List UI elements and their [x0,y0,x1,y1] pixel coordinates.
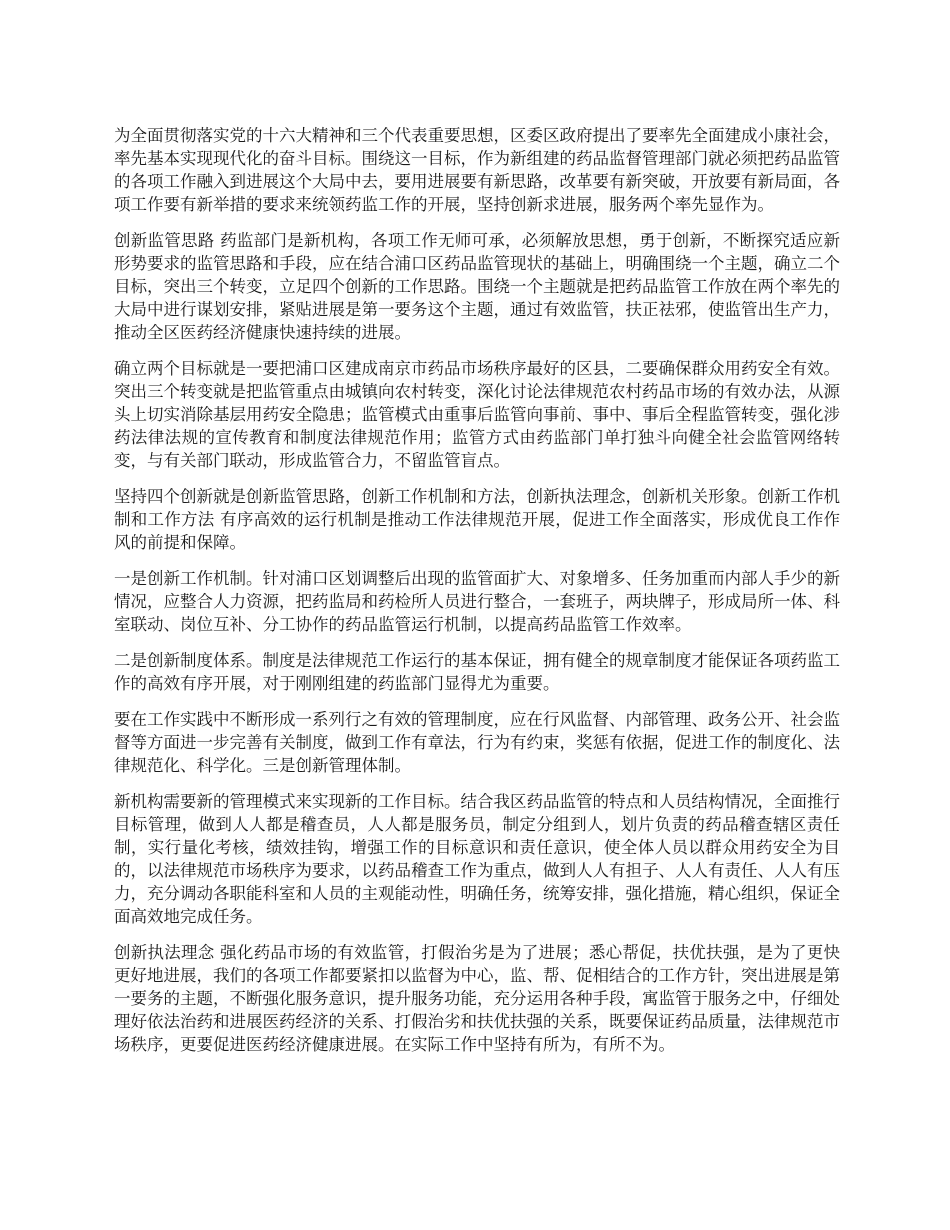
paragraph-2: 创新监管思路 药监部门是新机构，各项工作无师可承，必须解放思想，勇于创新，不断探究适应新形势要求的监管思路和手段，应在结合浦口区药品监管现状的基础上，明确围绕一个主题，确立二个目标，突出三个转变，立足四个创新的工作思路。围绕一个主题就是把药品监管工作放在两个率先的大局中进行谋划安排，紧贴进展是第一要务这个主题，通过有效监管，扶正祛邪，使监管出生产力，推动全区医药经济健康快速持续的进展。 [114,231,840,342]
paragraph-3: 确立两个目标就是一要把浦口区建成南京市药品市场秩序最好的区县，二要确保群众用药安全有效。突出三个转变就是把监管重点由城镇向农村转变，深化讨论法律规范农村药品市场的有效办法，从源头上切实消除基层用药安全隐患；监管模式由重事后监管向事前、事中、事后全程监管转变，强化涉药法律法规的宣传教育和制度法律规范作用；监管方式由药监部门单打独斗向健全社会监管网络转变，与有关部门联动，形成监管合力，不留监管盲点。 [114,359,840,470]
paragraph-7: 要在工作实践中不断形成一系列行之有效的管理制度，应在行风监督、内部管理、政务公开、社会监督等方面进一步完善有关制度，做到工作有章法，行为有约束，奖惩有依据，促进工作的制度化、法律规范化、科学化。三是创新管理体制。 [114,710,840,775]
paragraph-6: 二是创新制度体系。制度是法律规范工作运行的基本保证，拥有健全的规章制度才能保证各项药监工作的高效有序开展，对于刚刚组建的药监部门显得尤为重要。 [114,651,840,693]
paragraph-5: 一是创新工作机制。针对浦口区划调整后出现的监管面扩大、对象增多、任务加重而内部人手少的新情况，应整合人力资源，把药监局和药检所人员进行整合，一套班子，两块牌子，形成局所一体、科室联动、岗位互补、分工协作的药品监管运行机制，以提高药品监管工作效率。 [114,569,840,634]
paragraph-8: 新机构需要新的管理模式来实现新的工作目标。结合我区药品监管的特点和人员结构情况，全面推行目标管理，做到人人都是稽查员，人人都是服务员，制定分组到人，划片负责的药品稽查辖区责任制，实行量化考核，绩效挂钩，增强工作的目标意识和责任意识，使全体人员以群众用药安全为目的，以法律规范市场秩序为要求，以药品稽查工作为重点，做到人人有担子、人人有责任、人人有压力，充分调动各职能科室和人员的主观能动性，明确任务，统筹安排，强化措施，精心组织，保证全面高效地完成任务。 [114,792,840,926]
paragraph-9: 创新执法理念 强化药品市场的有效监管，打假治劣是为了进展；悉心帮促，扶优扶强，是为了更快更好地进展，我们的各项工作都要紧扣以监督为中心，监、帮、促相结合的工作方针，突出进展是第一要务的主题，不断强化服务意识，提升服务功能，充分运用各种手段，寓监管于服务之中，仔细处理好依法治药和进展医药经济的关系、打假治劣和扶优扶强的关系，既要保证药品质量，法律规范市场秩序，更要促进医药经济健康进展。在实际工作中坚持有所为，有所不为。 [114,943,840,1054]
paragraph-4: 坚持四个创新就是创新监管思路，创新工作机制和方法，创新执法理念，创新机关形象。创新工作机制和工作方法 有序高效的运行机制是推动工作法律规范开展，促进工作全面落实，形成优良工作作风的前提和保障。 [114,487,840,552]
paragraph-1: 为全面贯彻落实党的十六大精神和三个代表重要思想，区委区政府提出了要率先全面建成小康社会，率先基本实现现代化的奋斗目标。围绕这一目标，作为新组建的药品监督管理部门就必须把药品监管的各项工作融入到进展这个大局中去，要用进展要有新思路，改革要有新突破，开放要有新局面，各项工作要有新举措的要求来统领药监工作的开展，坚持创新求进展，服务两个率先显作为。 [114,126,840,214]
